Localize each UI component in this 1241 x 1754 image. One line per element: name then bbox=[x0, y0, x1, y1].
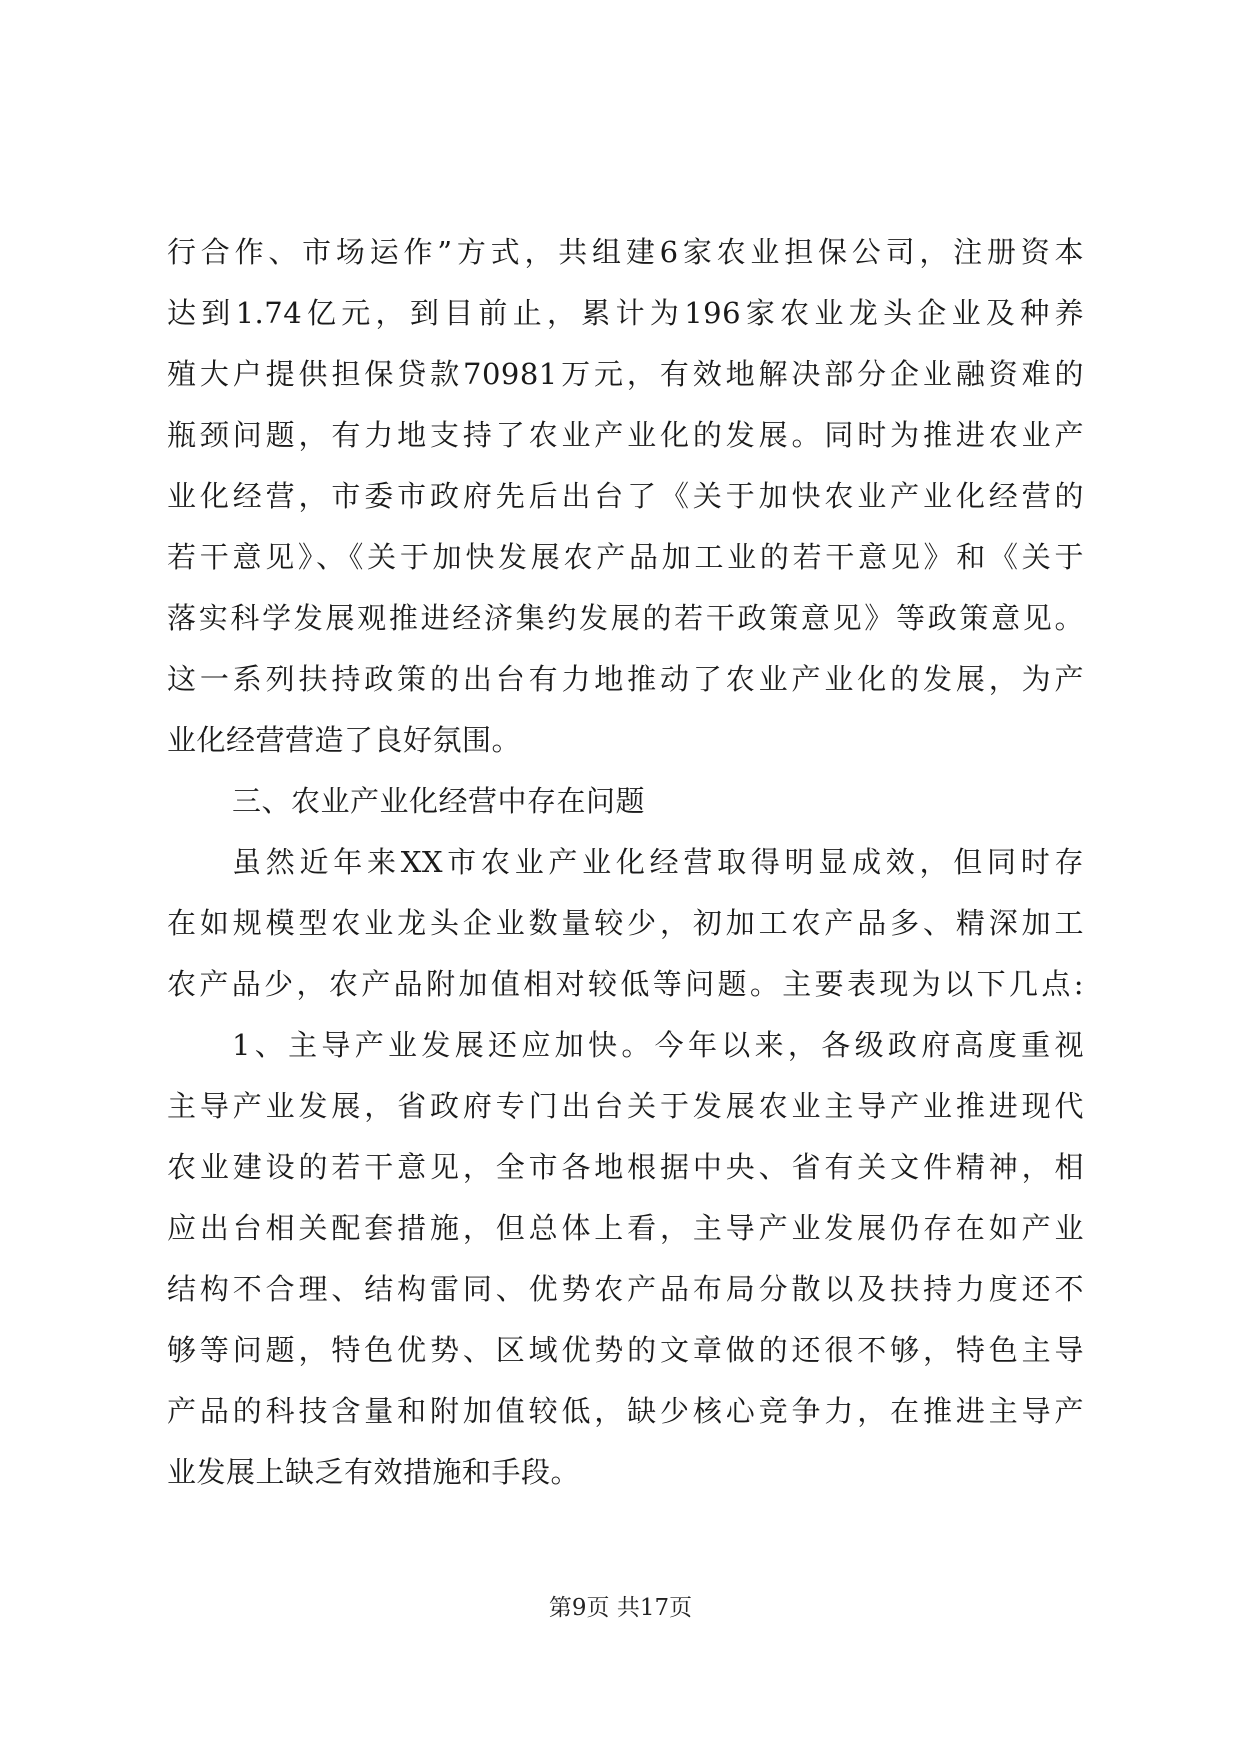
paragraph-line: 1、主导产业发展还应加快。今年以来，各级政府高度重视 bbox=[232, 1028, 1084, 1062]
paragraph-line: 行合作、市场运作”方式，共组建6家农业担保公司，注册资本 bbox=[167, 235, 1084, 269]
paragraph-line: 业发展上缺乏有效措施和手段。 bbox=[167, 1455, 581, 1489]
page-number-footer: 第9页 共17页 bbox=[548, 1595, 693, 1621]
paragraph-line: 达到1.74亿元，到目前止，累计为196家农业龙头企业及种养 bbox=[167, 296, 1084, 330]
section-heading: 三、农业产业化经营中存在问题 bbox=[232, 784, 646, 818]
paragraph-line: 虽然近年来XX市农业产业化经营取得明显成效，但同时存 bbox=[232, 845, 1084, 879]
paragraph-line: 应出台相关配套措施，但总体上看，主导产业发展仍存在如产业 bbox=[167, 1211, 1084, 1245]
document-body bbox=[167, 222, 1084, 1503]
paragraph-line: 在如规模型农业龙头企业数量较少，初加工农产品多、精深加工 bbox=[167, 906, 1084, 940]
paragraph-line: 农业建设的若干意见，全市各地根据中央、省有关文件精神，相 bbox=[167, 1150, 1084, 1184]
paragraph-line: 这一系列扶持政策的出台有力地推动了农业产业化的发展，为产 bbox=[167, 662, 1084, 696]
paragraph-line: 产品的科技含量和附加值较低，缺少核心竞争力，在推进主导产 bbox=[167, 1394, 1084, 1428]
paragraph-line: 业化经营，市委市政府先后出台了《关于加快农业产业化经营的 bbox=[167, 479, 1084, 513]
paragraph-line: 主导产业发展，省政府专门出台关于发展农业主导产业推进现代 bbox=[167, 1089, 1084, 1123]
paragraph-line: 殖大户提供担保贷款70981万元，有效地解决部分企业融资难的 bbox=[167, 357, 1084, 391]
paragraph-line: 若干意见》、《关于加快发展农产品加工业的若干意见》和《关于 bbox=[167, 540, 1084, 574]
paragraph-line: 农产品少，农产品附加值相对较低等问题。主要表现为以下几点: bbox=[167, 967, 1084, 1001]
paragraph-line: 业化经营营造了良好氛围。 bbox=[167, 723, 522, 757]
paragraph-line: 结构不合理、结构雷同、优势农产品布局分散以及扶持力度还不 bbox=[167, 1272, 1084, 1306]
paragraph-line: 瓶颈问题，有力地支持了农业产业化的发展。同时为推进农业产 bbox=[167, 418, 1084, 452]
paragraph-line: 够等问题，特色优势、区域优势的文章做的还很不够，特色主导 bbox=[167, 1333, 1084, 1367]
paragraph-line: 落实科学发展观推进经济集约发展的若干政策意见》等政策意见。 bbox=[167, 601, 1084, 635]
